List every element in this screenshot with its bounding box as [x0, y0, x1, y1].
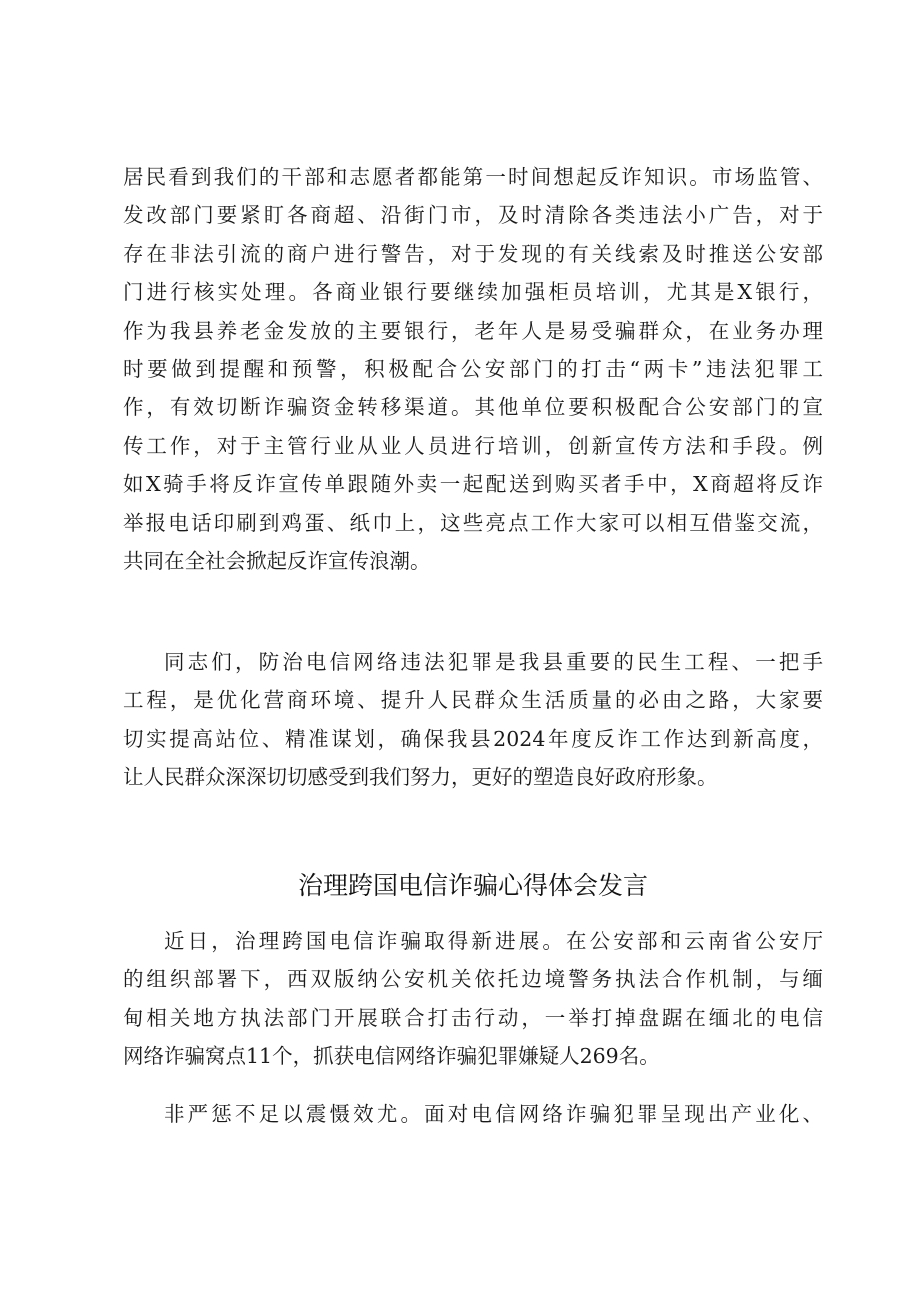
paragraph-line: 近日，治理跨国电信诈骗取得新进展。在公安部和云南省公安厅: [164, 929, 823, 953]
paragraph-1: [123, 158, 823, 580]
paragraph-line: 如X骑手将反诈宣传单跟随外卖一起配送到购买者手中，X商超将反诈: [123, 472, 823, 497]
paragraph-line: 时要做到提醒和预警，积极配合公安部门的打击“两卡”违法犯罪工: [123, 356, 823, 381]
paragraph-line: 非严惩不足以震慑效尤。面对电信网络诈骗犯罪呈现出产业化、: [164, 1102, 823, 1126]
paragraph-line: 同志们，防治电信网络违法犯罪是我县重要的民生工程、一把手: [164, 650, 823, 674]
paragraph-line: 切实提高站位、精准谋划，确保我县2024年度反诈工作达到新高度，: [123, 726, 823, 751]
paragraph-2: [123, 643, 823, 797]
paragraph-line: 作，有效切断诈骗资金转移渠道。其他单位要积极配合公安部门的宣: [123, 395, 823, 420]
paragraph-line: 共同在全社会掀起反诈宣传浪潮。: [123, 548, 431, 573]
paragraph-line: 存在非法引流的商户进行警告，对于发现的有关线索及时推送公安部: [123, 241, 823, 266]
paragraph-line: 举报电话印刷到鸡蛋、纸巾上，这些亮点工作大家可以相互借鉴交流，: [123, 510, 823, 535]
paragraph-line: 网络诈骗窝点11个，抓获电信网络诈骗犯罪嫌疑人269名。: [123, 1044, 660, 1069]
paragraph-4: [123, 1095, 823, 1133]
paragraph-line: 作为我县养老金发放的主要银行，老年人是易受骗群众，在业务办理: [123, 318, 823, 343]
paragraph-line: 的组织部署下，西双版纳公安机关依托边境警务执法合作机制，与缅: [123, 967, 823, 992]
paragraph-line: 居民看到我们的干部和志愿者都能第一时间想起反诈知识。市场监管、: [123, 165, 823, 189]
paragraph-line: 发改部门要紧盯各商超、沿街门市，及时清除各类违法小广告，对于: [123, 203, 823, 228]
section-heading: 治理跨国电信诈骗心得体会发言: [297, 871, 648, 900]
paragraph-3: [123, 922, 823, 1076]
paragraph-line: 传工作，对于主管行业从业人员进行培训，创新宣传方法和手段。例: [123, 433, 823, 458]
paragraph-line: 甸相关地方执法部门开展联合打击行动，一举打掉盘踞在缅北的电信: [123, 1005, 823, 1030]
paragraph-line: 工程，是优化营商环境、提升人民群众生活质量的必由之路，大家要: [123, 688, 823, 713]
paragraph-line: 门进行核实处理。各商业银行要继续加强柜员培训，尤其是X银行，: [123, 280, 823, 305]
paragraph-line: 让人民群众深深切切感受到我们努力，更好的塑造良好政府形象。: [123, 765, 718, 790]
